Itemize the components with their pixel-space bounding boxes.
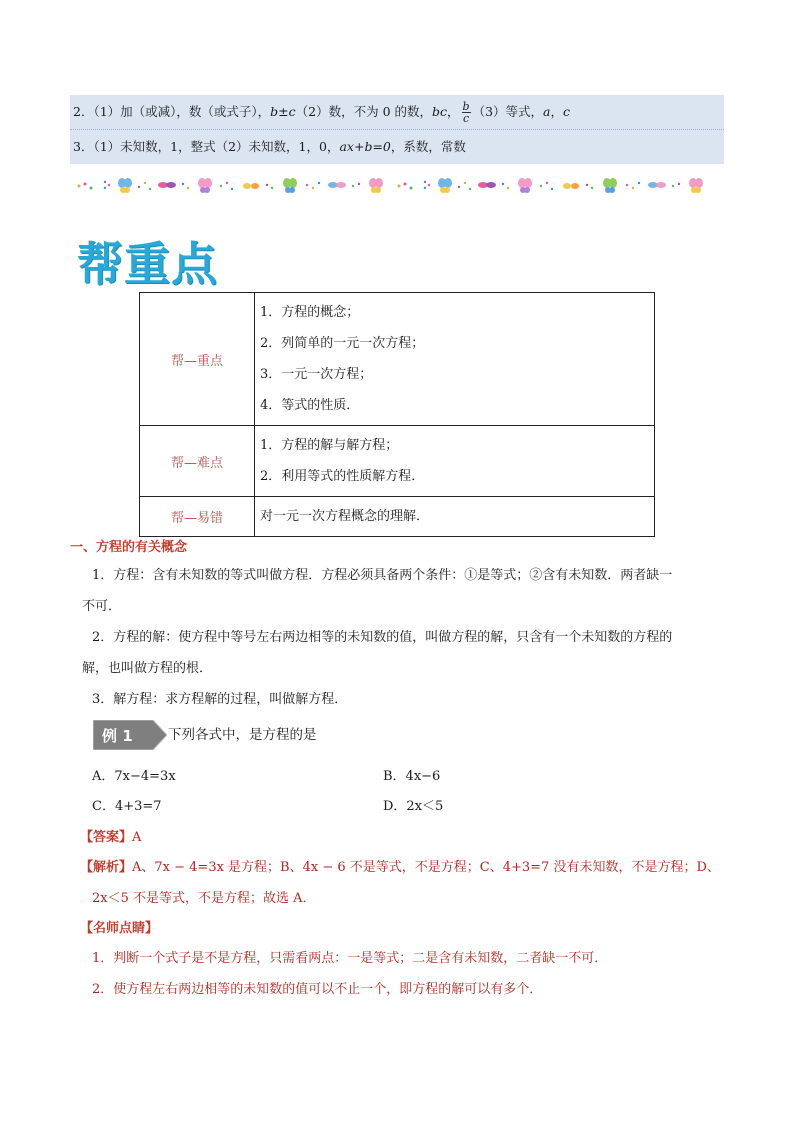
tip-1: 1．判断一个式子是不是方程，只需看两点：一是等式；二是含有未知数，二者缺一不可． <box>92 951 608 966</box>
list-item: 1．方程的解与解方程； <box>260 438 399 453</box>
fraction-b-over-c <box>462 101 471 124</box>
section-heading: 一、方程的有关概念 <box>70 540 188 555</box>
table-row <box>140 426 655 497</box>
list-item: 1．方程的概念； <box>260 305 360 320</box>
answer-summary-box <box>70 95 724 164</box>
concept-paragraphs <box>82 560 732 715</box>
analysis-line-2: 2x＜5 不是等式，不是方程；故选 A． <box>92 891 316 906</box>
summary-row-2-mid: （2）数，不为 0 的数， <box>295 104 433 119</box>
tip-2: 2．使方程左右两边相等的未知数的值可以不止一个，即方程的解可以有多个． <box>92 982 543 997</box>
answer-label: 【答案】 <box>80 830 133 845</box>
butterfly-motif-icon <box>78 178 384 193</box>
summary-row-2-after: （3）等式， <box>472 104 544 119</box>
fraction-denominator: c <box>462 112 470 125</box>
summary-row-2-b-plus-minus-c: b±c <box>270 104 296 119</box>
summary-row-2-a: a <box>543 104 551 119</box>
row-header-mistake: 帮—易错 <box>140 497 255 537</box>
tips-label: 【名师点睛】 <box>80 921 159 936</box>
key-points-table <box>139 292 655 537</box>
summary-row-2-comma: ， <box>550 104 564 119</box>
concept-equation-line-2: 不可． <box>82 599 122 614</box>
concept-equation-line-1: 1．方程：含有未知数的等式叫做方程．方程必须具备两个条件：①是等式；②含有未知数．两者缺一 <box>92 568 673 583</box>
summary-row-3-prefix: 3．（1）未知数，1，整式（2）未知数，1，0， <box>73 139 340 154</box>
list-item: 对一元一次方程概念的理解． <box>260 509 430 524</box>
summary-row-2-bc: bc <box>432 104 448 119</box>
concept-solving-line: 3．解方程：求方程解的过程，叫做解方程． <box>92 692 348 707</box>
summary-row-2-c: c <box>563 104 571 119</box>
option-c: C．4+3=7 <box>92 799 162 814</box>
row-body-key <box>255 293 655 426</box>
row-header-key: 帮—重点 <box>140 293 255 426</box>
summary-row-3-equation: ax+b=0 <box>339 139 391 154</box>
summary-row-2 <box>70 95 724 129</box>
example-question: 下列各式中，是方程的是 <box>168 727 317 743</box>
analysis-block <box>80 852 740 914</box>
summary-row-2-prefix: 2．（1）加（或减），数（或式子）， <box>73 104 271 119</box>
row-header-difficult: 帮—难点 <box>140 426 255 497</box>
summary-row-3-suffix: ，系数，常数 <box>390 139 466 154</box>
list-item: 2．列简单的一元一次方程； <box>260 336 425 351</box>
butterfly-border-decoration <box>75 175 715 197</box>
option-d: D．2x＜5 <box>383 799 444 814</box>
example-badge-label: 例 1 <box>102 727 133 745</box>
list-item: 4．等式的性质． <box>260 398 360 413</box>
fraction-numerator: b <box>462 100 470 113</box>
concept-solution-line-2: 解，也叫做方程的根． <box>82 661 213 676</box>
summary-row-3 <box>70 129 724 164</box>
table-row <box>140 497 655 537</box>
option-a: A．7x−4=3x <box>92 769 176 784</box>
concept-solution-line-1: 2．方程的解：使方程中等号左右两边相等的未知数的值，叫做方程的解，只含有一个未知数的方程的 <box>92 630 673 645</box>
list-item: 2．利用等式的性质解方程． <box>260 469 425 484</box>
section-banner-title: 帮重点 <box>77 237 218 291</box>
row-body-difficult <box>255 426 655 497</box>
answer-value: A <box>132 830 142 845</box>
table-row <box>140 293 655 426</box>
answer-line <box>80 826 141 845</box>
analysis-line-1 <box>80 852 740 883</box>
option-b: B．4x−6 <box>383 769 441 784</box>
summary-row-2-sep: ， <box>447 104 460 119</box>
analysis-text-1: A、7x − 4=3x 是方程；B、4x − 6 不是等式，不是方程；C、4+3=7 没有未知数，不是方程；D、 <box>132 860 720 875</box>
analysis-label: 【解析】 <box>80 860 133 875</box>
list-item: 3．一元一次方程； <box>260 367 373 382</box>
row-body-mistake <box>255 497 655 537</box>
